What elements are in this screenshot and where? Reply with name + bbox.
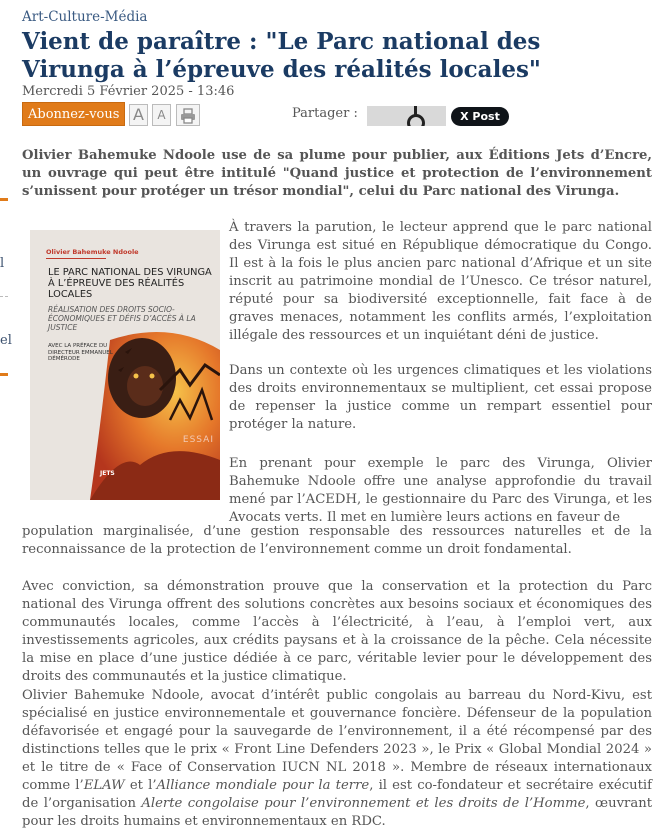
- divider: [0, 296, 8, 297]
- article-paragraph: Dans un contexte où les urgences climatiques et les violations des droits environnementaux se multiplient, cet essai propose de repenser la justice comme un rempart essentiel pour protéger la nature.: [229, 363, 652, 432]
- share-label: Partager :: [292, 106, 358, 121]
- font-increase-button[interactable]: A: [129, 104, 148, 126]
- bio-org-alliance: Alliance mondiale pour la terre: [156, 778, 370, 793]
- share-widget[interactable]: [367, 106, 446, 126]
- publisher-logo: JETS: [100, 470, 115, 477]
- bio-text: , il est co-fondateur et secrétaire exécutif de l’organisation: [22, 778, 653, 811]
- article-toolbar: [22, 102, 622, 126]
- x-post-label: X Post: [460, 110, 500, 123]
- category-link[interactable]: Art-Culture-Média: [22, 9, 148, 25]
- accent-bar: [0, 198, 8, 201]
- bio-text: et l’: [124, 778, 157, 793]
- article-paragraph: À travers la parution, le lecteur apprend que le parc national des Virunga est situé en République démocratique du Congo. Il est à la fois le plus ancien parc national d’Afrique et un site inscrit au patrimoine mondial de l’Unesco. Ce trésor naturel, réputé pour sa biodiversité exceptionnelle, fait face à de graves menaces, notamment les conflits armés, l’exploitation illégale des ressources et un inquiétant déni de justice.: [229, 220, 652, 343]
- article-paragraph: Avec conviction, sa démonstration prouve que la conservation et la protection du Parc national des Virunga offrent des solutions concrètes aux besoins sociaux et économiques des communautés locales, comme l’accès à l’électricité, à l’eau, à l’emploi vert, aux investissements agricoles, aux crédits paysans et à la croissance de la pêche. Cela nécessite la mise en place d’une justice dédiée à ce parc, véritable levier pour le développement des droits des communautés et la justice climatique.: [22, 579, 652, 684]
- cover-preface: AVEC LA PRÉFACE DU DIRECTEUR EMMANUEL DÉMÉRODE: [48, 343, 113, 362]
- article-lead: Olivier Bahemuke Ndoole use de sa plume pour publier, aux Éditions Jets d’Encre, un ouvrage qui peut être intitulé "Quand justice et protection de l’environnement s’unissent pour protéger un trésor mondial", celui du Parc national des Virunga.: [22, 148, 652, 199]
- cover-subtitle: RÉALISATION DES DROITS SOCIO-ÉCONOMIQUES ET DÉFIS D’ACCÈS À LA JUSTICE: [48, 305, 196, 332]
- cover-author: Olivier Bahemuke Ndoole: [46, 248, 139, 256]
- bio-text: , œuvrant pour les droits humains et environnementaux en RDC.: [22, 796, 652, 829]
- printer-icon: [180, 108, 196, 124]
- bio-org-elaw: ELAW: [83, 778, 125, 793]
- author-bio-paragraph: [22, 687, 652, 831]
- book-cover-image: [30, 230, 220, 500]
- x-post-button[interactable]: [451, 107, 509, 126]
- font-decrease-button[interactable]: A: [152, 104, 171, 126]
- cover-title: LE PARC NATIONAL DES VIRUNGA À L’ÉPREUVE DES RÉALITÉS LOCALES: [48, 267, 212, 300]
- page-title: Vient de paraître : "Le Parc national des Virunga à l’épreuve des réalités locales": [22, 28, 541, 83]
- sidebar-fragment[interactable]: el: [0, 333, 12, 348]
- print-button[interactable]: [176, 104, 200, 126]
- publish-date: Mercredi 5 Février 2025 - 13:46: [22, 84, 235, 99]
- cover-genre: ESSAI: [182, 435, 214, 445]
- article-paragraph: population marginalisée, d’une gestion responsable des ressources naturelles et de la reconnaissance de la protection de l’environnement comme un droit fondamental.: [22, 524, 652, 557]
- bio-text: Olivier Bahemuke Ndoole, avocat d’intérêt public congolais au barreau du Nord-Kivu, est spécialisé en justice environnementale et gouvernance foncière. Défenseur de la population défavorisée et engagé pour la sauvegarde de l’environnement, il a été récompensé par des distinctions telles que le prix « Front Line Defenders 2023 », le Prix « Global Mondial 2024 » et le titre de « Face of Conservation IUCN NL 2018 ». Membre de réseaux internationaux comme l’: [22, 688, 652, 793]
- left-sidebar-edge: [0, 0, 14, 831]
- article-paragraph: En prenant pour exemple le parc des Virunga, Olivier Bahemuke Ndoole offre une analyse approfondie du travail mené par l’ACEDH, le gestionnaire du Parc des Virunga, et les Avocats verts. Il met en lumière leurs actions en faveur de: [229, 456, 652, 525]
- sidebar-fragment[interactable]: l: [0, 256, 5, 271]
- accent-bar: [0, 373, 8, 376]
- bio-org-alerte: Alerte congolaise pour l’environnement et les droits de l’Homme: [141, 796, 586, 811]
- subscribe-button[interactable]: Abonnez-vous: [22, 102, 125, 126]
